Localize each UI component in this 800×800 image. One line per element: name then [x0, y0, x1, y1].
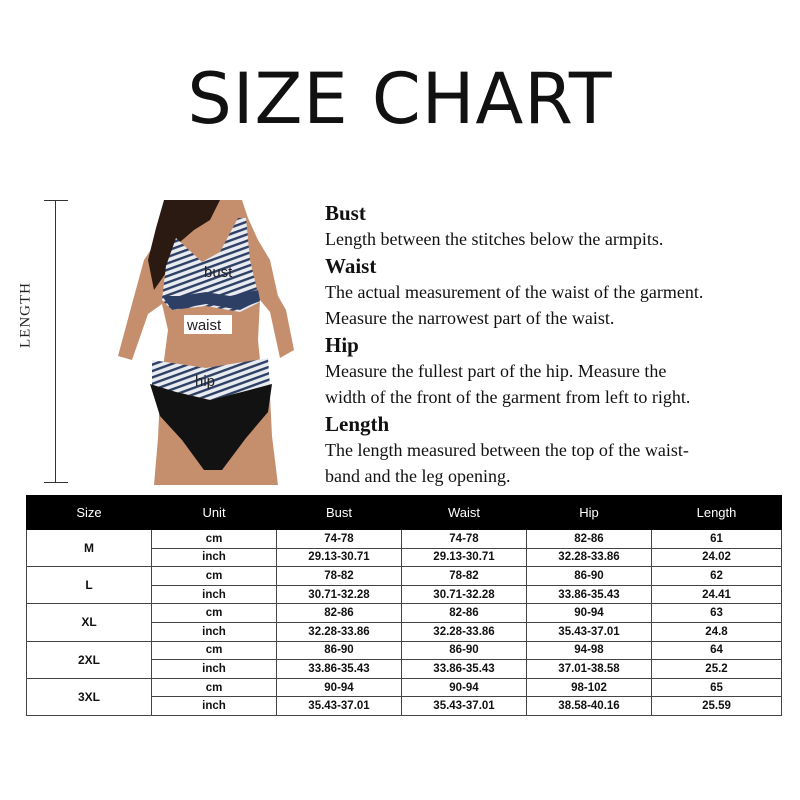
bust-cell: 33.86-35.43 — [277, 660, 402, 679]
unit-cell: inch — [152, 548, 277, 567]
waist-cell: 86-90 — [402, 641, 527, 660]
hip-cell: 33.86-35.43 — [527, 585, 652, 604]
waist-cell: 35.43-37.01 — [402, 697, 527, 716]
length-indicator-top-cap — [44, 200, 68, 201]
length-label: LENGTH — [17, 282, 34, 348]
waist-cell: 29.13-30.71 — [402, 548, 527, 567]
description-line: band and the leg opening. — [325, 466, 511, 486]
unit-cell: cm — [152, 641, 277, 660]
length-indicator-bottom-cap — [44, 482, 68, 483]
hip-cell: 94-98 — [527, 641, 652, 660]
bust-cell: 82-86 — [277, 604, 402, 623]
size-cell: L — [27, 567, 152, 604]
size-table-header-row — [27, 496, 782, 530]
waist-label: waist — [187, 317, 222, 334]
length-indicator-line — [55, 200, 56, 483]
table-row — [27, 530, 782, 549]
bust-cell: 86-90 — [277, 641, 402, 660]
model-figure-image — [110, 200, 305, 485]
length-cell: 65 — [652, 678, 782, 697]
hip-cell: 98-102 — [527, 678, 652, 697]
waist-cell: 82-86 — [402, 604, 527, 623]
length-cell: 61 — [652, 530, 782, 549]
unit-cell: cm — [152, 604, 277, 623]
header-hip: Hip — [527, 496, 652, 530]
bust-cell: 32.28-33.86 — [277, 622, 402, 641]
header-length: Length — [652, 496, 782, 530]
hip-cell: 86-90 — [527, 567, 652, 586]
description-line: Measure the fullest part of the hip. Measure the — [325, 360, 667, 381]
length-cell: 25.2 — [652, 660, 782, 679]
size-cell: XL — [27, 604, 152, 641]
waist-cell: 33.86-35.43 — [402, 660, 527, 679]
bust-cell: 29.13-30.71 — [277, 548, 402, 567]
description-line: width of the front of the garment from left to right. — [325, 387, 691, 407]
description-bust — [325, 200, 795, 253]
description-heading: Waist — [325, 253, 377, 278]
page-title: SIZE CHART — [187, 58, 613, 140]
unit-cell: inch — [152, 697, 277, 716]
hip-cell: 90-94 — [527, 604, 652, 623]
description-line: Length between the stitches below the armpits. — [325, 229, 664, 249]
measurement-descriptions — [325, 200, 795, 490]
size-cell: 2XL — [27, 641, 152, 678]
hip-cell: 35.43-37.01 — [527, 622, 652, 641]
length-indicator — [44, 200, 68, 483]
waist-cell: 30.71-32.28 — [402, 585, 527, 604]
waist-cell: 74-78 — [402, 530, 527, 549]
description-hip — [325, 332, 795, 411]
unit-cell: inch — [152, 585, 277, 604]
header-bust: Bust — [277, 496, 402, 530]
table-row — [27, 567, 782, 586]
hip-cell: 38.58-40.16 — [527, 697, 652, 716]
length-cell: 24.8 — [652, 622, 782, 641]
length-cell: 63 — [652, 604, 782, 623]
hip-cell: 32.28-33.86 — [527, 548, 652, 567]
length-cell: 64 — [652, 641, 782, 660]
length-cell: 24.02 — [652, 548, 782, 567]
header-unit: Unit — [152, 496, 277, 530]
length-cell: 62 — [652, 567, 782, 586]
size-table — [26, 495, 782, 716]
unit-cell: cm — [152, 678, 277, 697]
waist-cell: 90-94 — [402, 678, 527, 697]
unit-cell: inch — [152, 622, 277, 641]
waist-cell: 32.28-33.86 — [402, 622, 527, 641]
hip-label: hip — [195, 373, 216, 390]
header-waist: Waist — [402, 496, 527, 530]
unit-cell: inch — [152, 660, 277, 679]
size-cell: 3XL — [27, 678, 152, 715]
unit-cell: cm — [152, 567, 277, 586]
bust-cell: 78-82 — [277, 567, 402, 586]
description-heading: Length — [325, 411, 390, 436]
length-cell: 24.41 — [652, 585, 782, 604]
unit-cell: cm — [152, 530, 277, 549]
description-line: Measure the narrowest part of the waist. — [325, 308, 615, 328]
description-heading: Bust — [325, 201, 366, 225]
table-row — [27, 604, 782, 623]
description-waist — [325, 253, 795, 332]
waist-cell: 78-82 — [402, 567, 527, 586]
header-size: Size — [27, 496, 152, 530]
bust-label: bust — [204, 264, 233, 281]
bust-cell: 30.71-32.28 — [277, 585, 402, 604]
table-row — [27, 641, 782, 660]
hip-cell: 82-86 — [527, 530, 652, 549]
hip-cell: 37.01-38.58 — [527, 660, 652, 679]
bust-cell: 90-94 — [277, 678, 402, 697]
bust-cell: 74-78 — [277, 530, 402, 549]
size-cell: M — [27, 530, 152, 567]
table-row — [27, 678, 782, 697]
description-line: The length measured between the top of the waist- — [325, 439, 689, 460]
length-cell: 25.59 — [652, 697, 782, 716]
description-length — [325, 411, 795, 490]
description-line: The actual measurement of the waist of the garment. — [325, 281, 704, 302]
bust-cell: 35.43-37.01 — [277, 697, 402, 716]
description-heading: Hip — [325, 332, 359, 357]
